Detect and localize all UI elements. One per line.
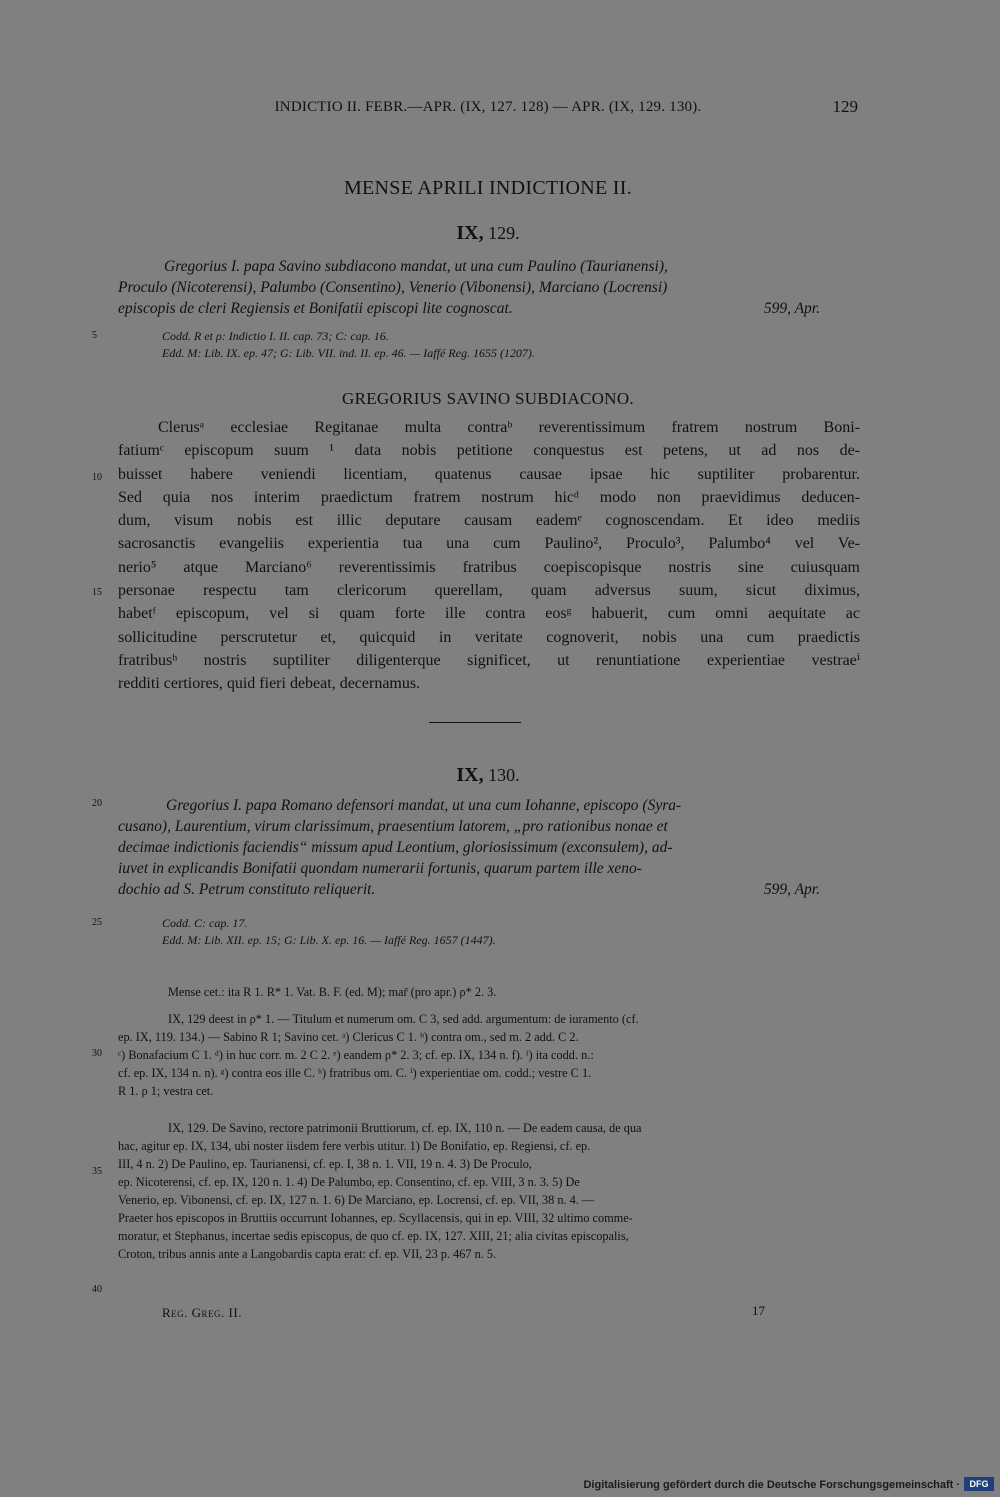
running-header-title: INDICTIO II. FEBR.—APR. (IX, 127. 128) — APR. (IX, 129. 130). [274, 99, 702, 115]
letter-address: GREGORIUS SAVINO SUBDIACONO. [342, 389, 634, 408]
letter-number-bold: IX, [456, 764, 484, 786]
commentary [118, 1119, 860, 1263]
text-line: sacrosanctis evangeliis experientia tua una cum Paulino², Proculo³, Palumbo⁴ vel Ve- [118, 535, 860, 553]
summary-date: 599, Apr. [763, 881, 820, 898]
dfg-banner-text: Digitalisierung gefördert durch die Deutsche Forschungsgemeinschaft · [583, 1479, 960, 1491]
codd-line: Codd. R et ρ: Indictio I. II. cap. 73; C: cap. 16. [162, 329, 389, 343]
text-line: dum, visum nobis est illic deputare causam eademᵉ cognoscendam. Et ideo mediis [118, 512, 860, 530]
summary-line-text: episcopis de cleri Regiensis et Bonifatii episcopi lite cognoscat. [118, 300, 513, 317]
running-header [118, 97, 858, 121]
line-number: 20 [92, 798, 102, 809]
apparatus-line: IX, 129 deest in ρ* 1. — Titulum et numerum om. C 3, sed add. argumentum: de iuramento (cf. [168, 1012, 639, 1026]
section-divider [429, 722, 521, 724]
letter-number-rest: 130. [483, 765, 520, 785]
summary-line: Proculo (Nicoterensi), Palumbo (Consentino), Venerio (Vibonensi), Marciano (Locrensi) [118, 279, 668, 296]
letter-number-bold: IX, [456, 222, 484, 244]
letter-number-130 [118, 764, 858, 787]
commentary-line: ep. Nicoterensi, cf. ep. IX, 120 n. 1. 4) De Palumbo, ep. Consentino, cf. ep. VIII, 3 n. 3. 5) De [118, 1175, 580, 1189]
summary-date: 599, Apr. [763, 300, 820, 317]
dfg-banner [0, 1473, 1000, 1497]
apparatus-variants [118, 1010, 860, 1100]
apparatus-line: ep. IX, 119. 134.) — Sabino R 1; Savino cet. ᵃ) Clericus C 1. ᵇ) contra om., sed m. 2 add. C 2. [118, 1030, 579, 1044]
text-line: nerio⁵ atque Marciano⁶ reverentissimis fratribus coepiscopisque nostris sine cuiusquam [118, 558, 860, 576]
commentary-line: moratur, et Stephanus, incertae sedis episcopus, de quo cf. ep. IX, 127. XIII, 21; alia civitas episcopalis, [118, 1229, 629, 1243]
page-number: 129 [832, 97, 858, 116]
line-number: 10 [92, 472, 102, 483]
apparatus-line: Mense cet.: ita R 1. R* 1. Vat. B. F. (ed. M); mar̄ (pro apr.) ρ* 2. 3. [168, 985, 497, 999]
apparatus-line: R 1. ρ 1; vestra cet. [118, 1084, 214, 1098]
codices-129 [162, 328, 862, 362]
line-number: 35 [92, 1166, 102, 1177]
edd-line: Edd. M: Lib. XII. ep. 15; G: Lib. X. ep. 16. — Iaffé Reg. 1657 (1447). [162, 933, 496, 947]
summary-line-text: dochio ad S. Petrum constituto reliquerit. [118, 881, 376, 898]
text-line: redditi certiores, quid fieri debeat, decernamus. [118, 675, 421, 693]
footer-work-title: Reg. Greg. II. [162, 1305, 242, 1320]
line-number: 25 [92, 917, 102, 928]
summary-line: Gregorius I. papa Romano defensori mandat, ut una cum Iohanne, episcopo (Syra- [166, 797, 682, 814]
text-line: fatiumᶜ episcopum suum ¹ data nobis petitione conquestus est petens, ut ad nos de- [118, 442, 860, 460]
letter-number-rest: 129. [483, 223, 520, 243]
text-line: buisset habere veniendi licentiam, quatenus causae ipsae hic suptiliter probarentur. [118, 465, 860, 483]
commentary-line: Croton, tribus annis ante a Langobardis capta erat: cf. ep. VII, 23 p. 467 n. 5. [118, 1247, 497, 1261]
commentary-line: hac, agitur ep. IX, 134, ubi noster iisdem fere verbis utitur. 1) De Bonifatio, ep. Regiensi, cf. ep. [118, 1139, 591, 1153]
text-line: Clerusᵃ ecclesiae Regitanae multa contraᵇ reverentissimum fratrem nostrum Boni- [158, 419, 860, 436]
text-line: habetᶠ episcopum, vel si quam forte ille contra eosᵍ habuerit, cum omni aequitate ac [118, 605, 860, 623]
summary-line: Gregorius I. papa Savino subdiacono mandat, ut una cum Paulino (Taurianensi), [164, 258, 668, 275]
summary-line: iuvet in explicandis Bonifatii quondam numerarii fortunis, quarum partem ille xeno- [118, 860, 642, 877]
commentary-line: III, 4 n. 2) De Paulino, ep. Taurianensi, cf. ep. I, 38 n. 1. VII, 19 n. 4. 3) De Proculo, [118, 1157, 532, 1171]
apparatus-mense [118, 983, 860, 1001]
line-number: 15 [92, 587, 102, 598]
line-number: 5 [92, 330, 97, 341]
apparatus-line: cf. ep. IX, 134 n. n). ᵍ) contra eos ille C. ʰ) fratribus om. C. ⁱ) experientiae om. codd.; vestre C 1. [118, 1066, 592, 1080]
letter-number-129 [118, 222, 858, 245]
summary-line [118, 879, 860, 900]
summary-line [118, 298, 860, 319]
commentary-line: IX, 129. De Savino, rectore patrimonii Bruttiorum, cf. ep. IX, 110 n. — De eadem causa, de qua [168, 1121, 642, 1135]
text-line: personae respectu tam clericorum querellam, quam adversus suum, sicut diximus, [118, 582, 860, 600]
letter-text-129 [118, 416, 860, 696]
commentary-line: Praeter hos episcopos in Bruttiis occurrunt Iohannes, ep. Scyllacensis, qui in ep. VIII, 32 ultimo comme- [118, 1211, 633, 1225]
line-number: 40 [92, 1284, 102, 1295]
text-line: sollicitudine perscrutetur et, quicquid in veritate cognoverit, nobis una cum praedictis [118, 628, 860, 646]
commentary-line: Venerio, ep. Vibonensi, cf. ep. IX, 127 n. 1. 6) De Marciano, ep. Locrensi, cf. ep. VII, 38 n. 4. — [118, 1193, 595, 1207]
text-line: Sed quia nos interim praedictum fratrem nostrum hicᵈ modo non praevidimus deducen- [118, 488, 860, 506]
footer-signature: 17 [752, 1303, 765, 1318]
edd-line: Edd. M: Lib. IX. ep. 47; G: Lib. VII. ind. II. ep. 46. — Iaffé Reg. 1655 (1207). [162, 346, 535, 360]
apparatus-line: ᶜ) Bonafacium C 1. ᵈ) in huc corr. m. 2 C 2. ᵉ) eandem ρ* 2. 3; cf. ep. IX, 134 n. f). ᶠ) ita codd. n.: [118, 1048, 594, 1062]
line-number: 30 [92, 1048, 102, 1059]
text-line: fratribusʰ nostris suptiliter diligenterque significet, ut renuntiatione experientiae vestraeⁱ [118, 651, 860, 669]
summary-line: decimae indictionis faciendis“ missum apud Leontium, gloriosissimum (exconsulem), ad- [118, 839, 673, 856]
codices-130 [162, 915, 862, 949]
summary-130 [118, 795, 860, 900]
dfg-logo-icon: DFG [964, 1477, 994, 1491]
summary-line: cusano), Laurentium, virum clarissimum, praesentium latorem, „pro rationibus nonae et [118, 818, 668, 835]
summary-129 [118, 256, 860, 319]
codd-line: Codd. C: cap. 17. [162, 916, 248, 930]
month-heading: MENSE APRILI INDICTIONE II. [343, 177, 633, 199]
